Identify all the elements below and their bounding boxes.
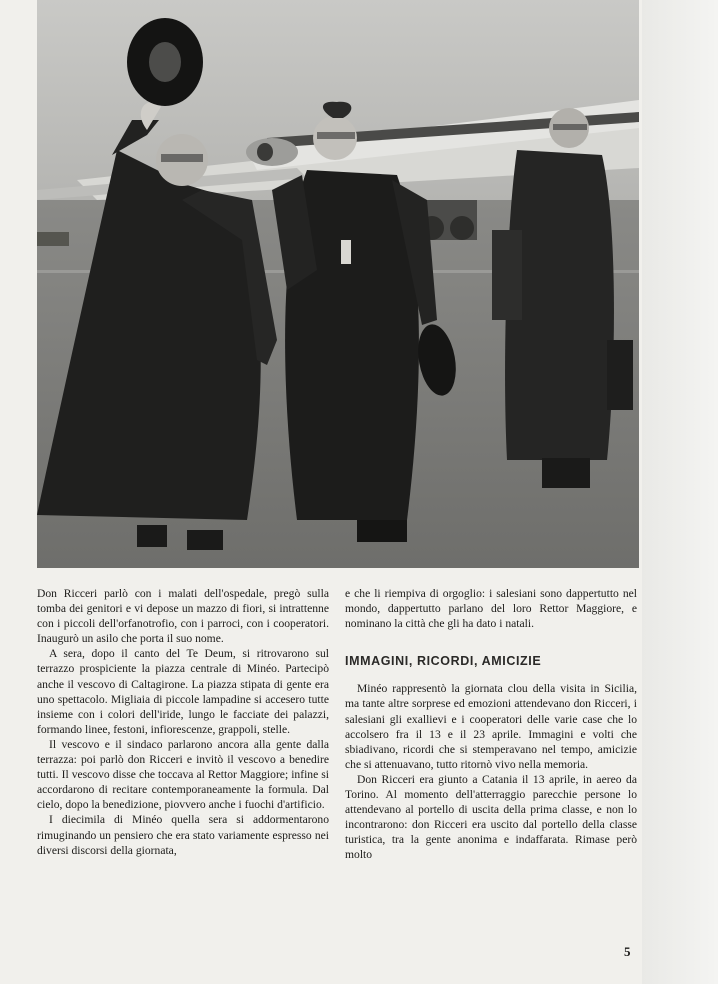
photograph-priests-at-airport [37,0,639,568]
paragraph: Don Ricceri era giunto a Catania il 13 aprile, in aereo da Torino. Al momento dell'atterraggio parecchie persone lo attendevano al portello di uscita della prima classe, e non lo incontrarono: don Ricceri era uscito dal portello della classe turistica, tra la gente anonima e indaffarata. Rimase però molto [345,772,637,862]
paragraph: A sera, dopo il canto del Te Deum, si ritrovarono sul terrazzo prospiciente la piazza centrale di Minéo. Partecipò anche il vescovo di Caltagirone. La piazza stipata di gente era uno spettacolo. Migliaia di piccole lampadine si accesero tutte insieme con i colori dell'iride, lungo le facciate dei palazzi, formando linee, festoni, infiorescenze, grappoli, stelle. [37,647,329,736]
briefcase [607,340,633,410]
shoulder-bag [492,230,522,320]
section-heading: IMMAGINI, RICORDI, AMICIZIE [345,654,542,669]
scan-edge-strip [642,0,718,984]
text-column-left [37,586,329,858]
paragraph: Don Ricceri parlò con i malati dell'ospedale, pregò sulla tomba dei genitori e vi depose un mazzo di fiori, si intrattenne con i piccoli dell'orfanotrofio, con i parroci, con i cooperatori. Inaugurò un asilo che porta il suo nome. [37,587,329,646]
paragraph-continuation: e che li riempiva di orgoglio: i salesiani sono dappertutto nel mondo, dappertutto parlano del loro Rettor Maggiore, e nominano la città che gli ha dato i natali. [345,587,637,631]
baggage-cart [37,232,69,246]
page-number: 5 [624,944,631,959]
paragraph: Minéo rappresentò la giornata clou della visita in Sicilia, ma tante altre sorprese ed emozioni attendevano don Ricceri, i salesiani gli exallievi e i cooperatori delle varie case che lo accolsero fra il 13 e il 23 aprile. Immagini e volti che sbiadivano, ricordi che si stemperavano nel tempo, amicizie che si attenuavano, tutto ritornò vivo nella memoria. [345,682,637,771]
paragraph: Il vescovo e il sindaco parlarono ancora alla gente dalla terrazza: poi parlò don Ricceri e invitò il vescovo a benedire tutti. Il vescovo disse che toccava al Rettor Maggiore; infine si accordarono di recitare contemporaneamente la formula. Dal cielo, dopo la benedizione, piovvero anche i fuochi d'artificio. [37,737,329,812]
text-column-right [345,586,637,863]
paragraph: I diecimila di Minéo quella sera si addormentarono rimuginando un pensiero che era stato variamente espresso nei diversi discorsi della giornata, [37,813,329,857]
